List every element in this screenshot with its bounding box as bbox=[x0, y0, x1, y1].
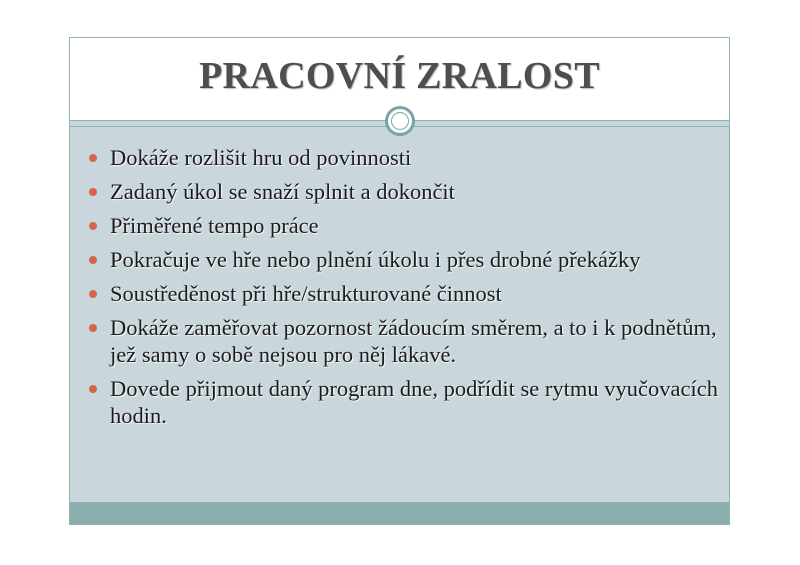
bullet-text: Soustředěnost při hře/strukturované činnost bbox=[110, 281, 502, 306]
bullet-list bbox=[88, 144, 718, 436]
bullet-dot-icon bbox=[89, 256, 97, 264]
bullet-dot-icon bbox=[89, 385, 97, 393]
bullet-text: Zadaný úkol se snaží splnit a dokončit bbox=[110, 179, 455, 204]
bullet-item bbox=[88, 144, 718, 171]
bullet-item bbox=[88, 212, 718, 239]
bullet-dot-icon bbox=[89, 324, 97, 332]
bullet-dot-icon bbox=[89, 188, 97, 196]
bullet-item bbox=[88, 280, 718, 307]
bullet-text: Pokračuje ve hře nebo plnění úkolu i přes drobné překážky bbox=[110, 247, 641, 272]
slide bbox=[69, 37, 730, 525]
slide-title: PRACOVNÍ ZRALOST bbox=[199, 55, 600, 97]
bullet-dot-icon bbox=[89, 222, 97, 230]
bullet-item bbox=[88, 314, 718, 368]
bullet-dot-icon bbox=[89, 290, 97, 298]
bullet-item bbox=[88, 375, 718, 429]
bullet-dot-icon bbox=[89, 154, 97, 162]
bullet-item bbox=[88, 178, 718, 205]
bullet-text: Dokáže zaměřovat pozornost žádoucím směrem, a to i k podnětům, jež samy o sobě nejsou pro něj lákavé. bbox=[110, 315, 717, 367]
bullet-text: Dokáže rozlišit hru od povinnosti bbox=[110, 145, 412, 170]
bullet-item bbox=[88, 246, 718, 273]
divider-circle-ornament bbox=[385, 106, 415, 136]
bullet-text: Dovede přijmout daný program dne, podřídit se rytmu vyučovacích hodin. bbox=[110, 376, 718, 428]
bullet-text: Přiměřené tempo práce bbox=[110, 213, 319, 238]
footer-band bbox=[70, 502, 729, 524]
